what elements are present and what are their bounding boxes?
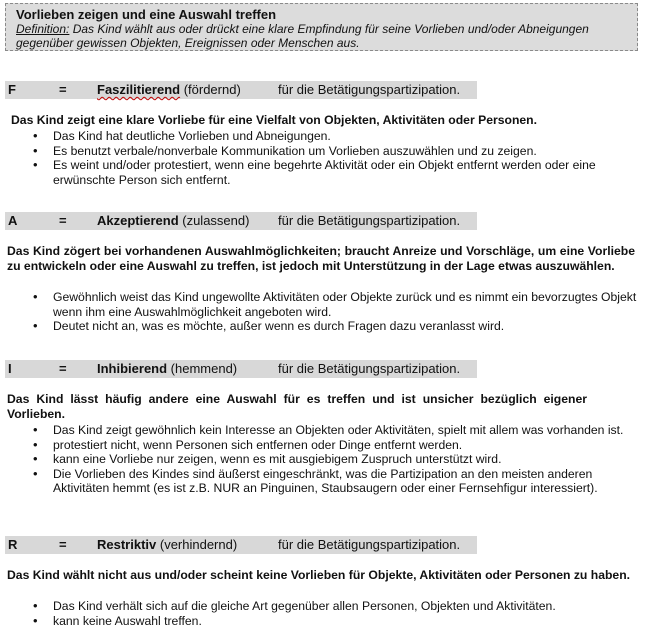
level-name bbox=[97, 536, 237, 554]
level-name-gloss: (zulassend) bbox=[178, 213, 250, 228]
list-item: • Es benutzt verbale/nonverbale Kommunikation um Vorlieben auszuwählen und zu zeigen. bbox=[33, 144, 638, 159]
definition-box bbox=[5, 3, 638, 51]
level-bar-f bbox=[5, 81, 477, 99]
level-letter: I bbox=[8, 361, 12, 376]
level-name-term: Restriktiv bbox=[97, 537, 157, 552]
list-item: • Das Kind verhält sich auf die gleiche Art gegenüber allen Personen, Objekten und Aktivitäten. bbox=[33, 599, 638, 614]
definition-text: Das Kind wählt aus oder drückt eine klare Empfindung für seine Vorlieben und/oder Abneigungen gegenüber gewissen Objekten, Ereignissen oder Menschen aus. bbox=[16, 22, 589, 50]
list-item: • kann eine Vorliebe nur zeigen, wenn es mit ausgiebigem Zuspruch unterstützt wird. bbox=[33, 452, 638, 467]
bullet-list-i bbox=[33, 423, 638, 496]
level-name-term: Akzeptierend bbox=[97, 213, 179, 228]
bullet-list-r bbox=[33, 599, 638, 628]
level-letter: R bbox=[8, 537, 18, 552]
level-name-term: Inhibierend bbox=[97, 361, 168, 376]
level-bar-r bbox=[5, 536, 477, 554]
list-item: • Das Kind zeigt gewöhnlich kein Interesse an Objekten oder Aktivitäten, spielt mit allem was vorhanden ist. bbox=[33, 423, 638, 438]
level-name bbox=[97, 212, 249, 230]
level-name-gloss: (verhindernd) bbox=[156, 537, 238, 552]
level-equals: = bbox=[59, 82, 67, 97]
level-summary-i: Das Kind lässt häufig andere eine Auswahl für es treffen und ist unsicher bezüglich eigener Vorlieben. bbox=[7, 392, 587, 421]
level-purpose: für die Betätigungspartizipation. bbox=[278, 361, 461, 376]
level-purpose: für die Betätigungspartizipation. bbox=[278, 213, 461, 228]
list-item: • Die Vorlieben des Kindes sind äußerst eingeschränkt, was die Partizipation an den meisten anderen Aktivitäten hemmt (es ist z.B. NUR an Pinguinen, Staubsaugern oder einer Fernsehfigur interessiert). bbox=[33, 467, 638, 496]
list-item: • protestiert nicht, wenn Personen sich entfernen oder Dinge entfernt werden. bbox=[33, 438, 638, 453]
level-name-term: Faszilitierend bbox=[97, 82, 181, 97]
level-equals: = bbox=[59, 361, 67, 376]
level-letter: A bbox=[8, 213, 18, 228]
section-title: Vorlieben zeigen und eine Auswahl treffen bbox=[16, 7, 277, 22]
level-name bbox=[97, 81, 241, 99]
list-item: • kann keine Auswahl treffen. bbox=[33, 614, 638, 629]
level-equals: = bbox=[59, 213, 67, 228]
definition-label: Definition: bbox=[16, 22, 70, 36]
definition bbox=[16, 22, 627, 50]
level-name-gloss: (fördernd) bbox=[180, 82, 241, 97]
level-purpose: für die Betätigungspartizipation. bbox=[278, 82, 461, 97]
level-letter: F bbox=[8, 82, 16, 97]
list-item: • Deutet nicht an, was es möchte, außer wenn es durch Fragen dazu veranlasst wird. bbox=[33, 319, 638, 334]
level-bar-a bbox=[5, 212, 477, 230]
level-name bbox=[97, 360, 237, 378]
bullet-list-f bbox=[33, 129, 638, 187]
level-equals: = bbox=[59, 537, 67, 552]
list-item: • Gewöhnlich weist das Kind ungewollte Aktivitäten oder Objekte zurück und es nimmt ein bevorzugtes Objekt wenn ihm eine Auswahlmöglichkeit angeboten wird. bbox=[33, 290, 638, 319]
level-name-gloss: (hemmend) bbox=[167, 361, 238, 376]
bullet-list-a bbox=[33, 290, 638, 334]
level-summary-f: Das Kind zeigt eine klare Vorliebe für eine Vielfalt von Objekten, Aktivitäten oder Personen. bbox=[11, 113, 538, 127]
level-summary-a: Das Kind zögert bei vorhandenen Auswahlmöglichkeiten; braucht Anreize und Vorschläge, um eine Vorliebe zu entwickeln oder eine Auswahl zu treffen, ist jedoch mit Unterstützung in der Lage etwas auszuwählen. bbox=[7, 244, 635, 273]
level-bar-i bbox=[5, 360, 477, 378]
list-item: • Das Kind hat deutliche Vorlieben und Abneigungen. bbox=[33, 129, 638, 144]
level-purpose: für die Betätigungspartizipation. bbox=[278, 537, 461, 552]
list-item: • Es weint und/oder protestiert, wenn eine begehrte Aktivität oder ein Objekt entfernt werden oder eine erwünschte Person sich entfernt. bbox=[33, 158, 638, 187]
level-summary-r: Das Kind wählt nicht aus und/oder scheint keine Vorlieben für Objekte, Aktivitäten oder Personen zu haben. bbox=[7, 568, 631, 582]
